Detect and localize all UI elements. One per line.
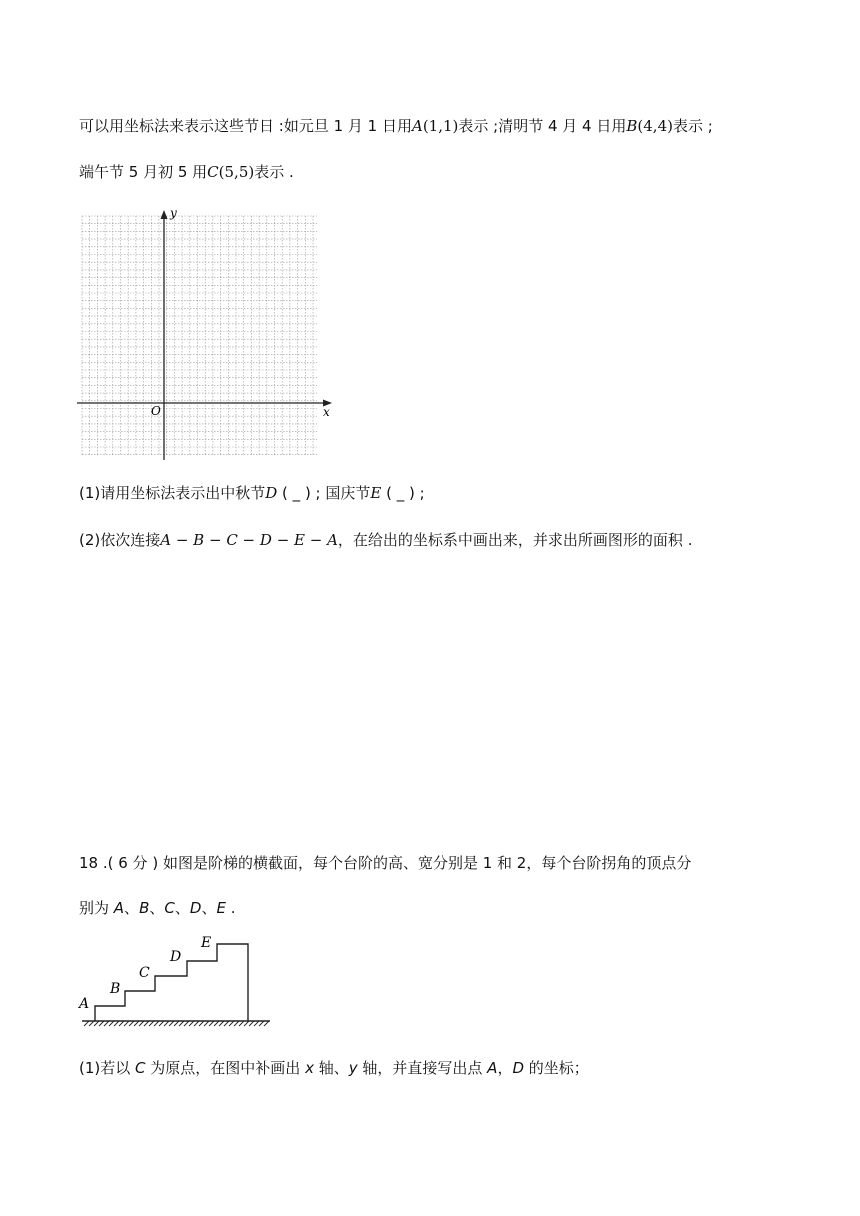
grid-lines <box>82 216 317 456</box>
separator: 、 <box>201 899 217 917</box>
point-label-e: E <box>370 484 382 502</box>
coord-b: (4,4) <box>637 117 673 135</box>
coord-c: (5,5) <box>218 163 255 181</box>
text: 可以用坐标法来表示这些节日 :如元旦 1 月 1 日用 <box>79 117 412 135</box>
vertex-c: C <box>164 899 175 917</box>
vertex-b: B <box>139 899 150 917</box>
text: (2)依次连接 <box>79 531 161 549</box>
point-label-b: B <box>626 117 638 135</box>
text: ，在给出的坐标系中画出来，并求出所画图形的面积 . <box>337 531 693 549</box>
coord-a: (1,1) <box>422 117 459 135</box>
point-label-d: D <box>265 484 278 502</box>
text: 表示 ;清明节 4 月 4 日用 <box>458 117 627 135</box>
text: . <box>225 899 236 917</box>
text: 端午节 5 月初 5 用 <box>79 163 208 181</box>
point-label-c: C <box>207 163 219 181</box>
point-d: D <box>512 1059 525 1077</box>
text: 别为 <box>79 899 114 917</box>
separator: 、 <box>124 899 140 917</box>
coordinate-grid-figure <box>72 202 342 462</box>
text: 轴，并直接写出点 <box>357 1059 488 1077</box>
path-expression: A − B − C − D − E − A <box>160 531 338 549</box>
y-axis-arrow <box>161 210 168 219</box>
text: 表示 ; <box>672 117 713 135</box>
text: 的坐标； <box>524 1059 589 1077</box>
axis-y: y <box>348 1059 358 1077</box>
paragraph-holidays-line2 <box>79 162 294 182</box>
origin-label: O <box>151 404 161 418</box>
origin-point-c: C <box>135 1059 146 1077</box>
point-a: A <box>487 1059 498 1077</box>
question-1 <box>79 483 425 503</box>
stairs-figure <box>72 930 282 1030</box>
text: 18 .( 6 分 ) 如图是阶梯的横截面，每个台阶的高、宽分别是 1 和 2，每个台阶拐角的顶点分 <box>79 854 692 872</box>
question-18-1 <box>79 1058 589 1078</box>
stair-label-e: E <box>201 935 212 951</box>
problem-18-line2 <box>79 898 235 918</box>
text: 为原点，在图中补画出 <box>145 1059 306 1077</box>
stair-label-a: A <box>79 996 90 1012</box>
paragraph-holidays-line1 <box>79 116 713 136</box>
text: ( _ ) ; <box>381 484 425 502</box>
y-axis-label: y <box>170 206 177 220</box>
text: 轴、 <box>313 1059 349 1077</box>
x-axis-label: x <box>323 405 330 419</box>
text: (1)请用坐标法表示出中秋节 <box>79 484 266 502</box>
vertex-e: E <box>216 899 226 917</box>
text: 表示 . <box>254 163 294 181</box>
problem-18-line1 <box>79 853 691 873</box>
stair-label-b: B <box>110 981 121 997</box>
stair-label-d: D <box>170 949 182 965</box>
point-label-a: A <box>411 117 423 135</box>
stair-label-c: C <box>139 965 150 981</box>
text: ( _ ) ; 国庆节 <box>277 484 371 502</box>
question-2 <box>79 530 692 550</box>
axis-x: x <box>305 1059 314 1077</box>
text: ， <box>497 1059 513 1077</box>
separator: 、 <box>174 899 190 917</box>
separator: 、 <box>149 899 165 917</box>
vertex-d: D <box>189 899 202 917</box>
vertex-a: A <box>113 899 125 917</box>
text: (1)若以 <box>79 1059 136 1077</box>
